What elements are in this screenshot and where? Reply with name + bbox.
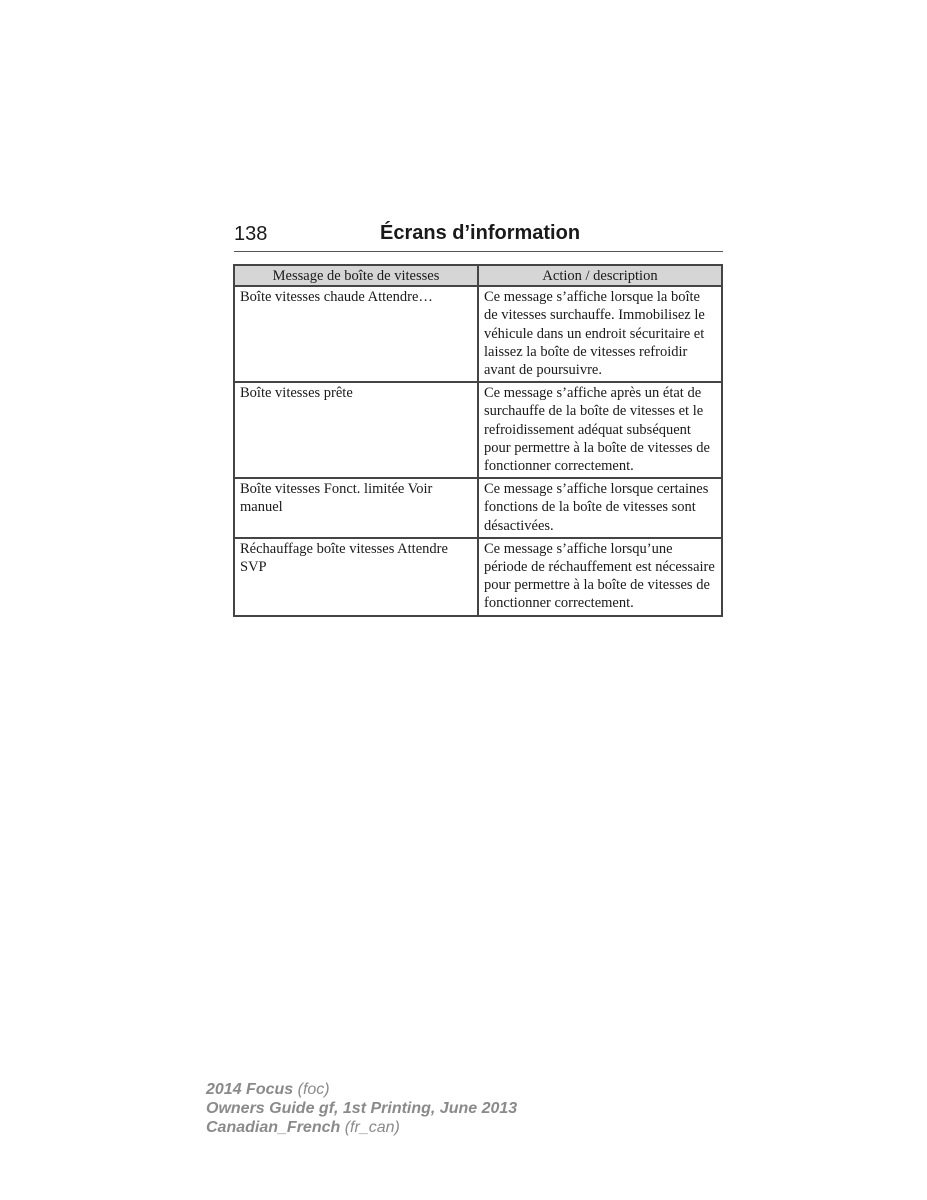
table-header-row bbox=[234, 265, 722, 286]
footer-language: Canadian_French bbox=[206, 1119, 341, 1136]
footer-model: 2014 Focus bbox=[206, 1081, 294, 1098]
message-cell: Réchauffage boîte vitesses Attendre SVP bbox=[234, 538, 478, 616]
footer-model-code: (foc) bbox=[297, 1081, 330, 1098]
footer-guide: Owners Guide gf, 1st Printing, June 2013 bbox=[206, 1100, 518, 1117]
message-cell: Boîte vitesses chaude Attendre… bbox=[234, 286, 478, 382]
table-row bbox=[234, 478, 722, 538]
column-header-action: Action / description bbox=[478, 265, 722, 286]
page-footer bbox=[206, 1080, 517, 1137]
action-cell: Ce message s’affiche après un état de surchauffe de la boîte de vitesses et le refroidissement adéquat subséquent pour permettre à la boîte de vitesses de fonctionner correctement. bbox=[478, 382, 722, 478]
table-row bbox=[234, 286, 722, 382]
section-title: Écrans d’information bbox=[380, 222, 581, 244]
table-row bbox=[234, 382, 722, 478]
transmission-messages-table bbox=[233, 264, 723, 617]
footer-line-model bbox=[206, 1080, 517, 1099]
message-cell: Boîte vitesses Fonct. limitée Voir manuel bbox=[234, 478, 478, 538]
action-cell: Ce message s’affiche lorsque certaines fonctions de la boîte de vitesses sont désactivées. bbox=[478, 478, 722, 538]
footer-line-language bbox=[206, 1118, 517, 1137]
table-row bbox=[234, 538, 722, 616]
column-header-message: Message de boîte de vitesses bbox=[234, 265, 478, 286]
footer-language-code: (fr_can) bbox=[344, 1119, 400, 1136]
footer-line-guide bbox=[206, 1099, 517, 1118]
action-cell: Ce message s’affiche lorsqu’une période de réchauffement est nécessaire pour permettre à la boîte de vitesses de fonctionner correctement. bbox=[478, 538, 722, 616]
page-header bbox=[234, 222, 723, 252]
action-cell: Ce message s’affiche lorsque la boîte de vitesses surchauffe. Immobilisez le véhicule dans un endroit sécuritaire et laissez la boîte de vitesses refroidir avant de poursuivre. bbox=[478, 286, 722, 382]
message-cell: Boîte vitesses prête bbox=[234, 382, 478, 478]
page-number: 138 bbox=[234, 223, 268, 245]
